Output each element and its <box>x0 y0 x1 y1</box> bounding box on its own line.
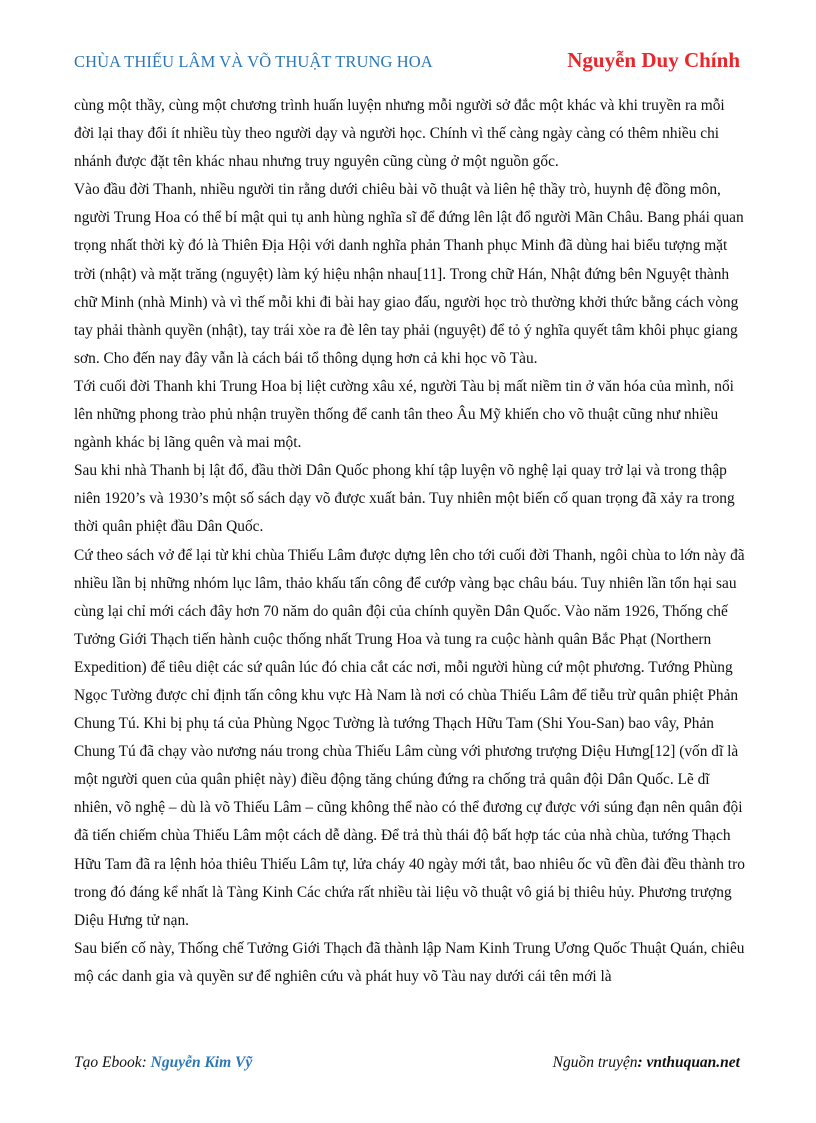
body-text <box>74 92 746 991</box>
ebook-credit <box>74 1054 252 1072</box>
source-credit <box>553 1054 740 1072</box>
paragraph: Sau biến cố này, Thống chế Tưởng Giới Thạch đã thành lập Nam Kinh Trung Ương Quốc Thuật Quán, chiêu mộ các danh gia và quyền sư để nghiên cứu và phát huy võ Tàu nay dưới cái tên mới là <box>74 939 745 985</box>
source-site: vnthuquan.net <box>646 1054 740 1071</box>
source-separator: : <box>637 1054 647 1071</box>
book-title: CHÙA THIẾU LÂM VÀ VÕ THUẬT TRUNG HOA <box>74 52 433 71</box>
paragraph: Tới cuối đời Thanh khi Trung Hoa bị liệt cường xâu xé, người Tàu bị mất niềm tin ở văn hóa của mình, nổi lên những phong trào phủ nhận truyền thống để canh tân theo Âu Mỹ khiến cho võ thuật cũng như nhiều ngành khác bị lãng quên và mai một. <box>74 377 734 452</box>
page-footer <box>74 1054 740 1078</box>
page-header <box>74 48 740 76</box>
ebook-label: Tạo Ebook <box>74 1054 142 1071</box>
paragraph: Sau khi nhà Thanh bị lật đổ, đầu thời Dân Quốc phong khí tập luyện võ nghệ lại quay trở lại và trong thập niên 1920’s và 1930’s một số sách dạy võ được xuất bản. Tuy nhiên một biến cố quan trọng đã xảy ra trong thời quân phiệt đầu Dân Quốc. <box>74 462 735 536</box>
paragraph: Vào đầu đời Thanh, nhiều người tin rằng dưới chiêu bài võ thuật và liên hệ thầy trò, huynh đệ đồng môn, người Trung Hoa có thể bí mật qui tụ anh hùng nghĩa sĩ để đứng lên lật đổ người Mãn Châu. Bang phái quan trọng nhất thời kỳ đó là Thiên Địa Hội với danh nghĩa phản Thanh phục Minh đã dùng hai biểu tượng mặt trời (nhật) và mặt trăng (nguyệt) làm ký hiệu nhận nhau[11]. Trong chữ Hán, Nhật đứng bên Nguyệt thành chữ Minh (nhà Minh) và vì thế mỗi khi đi bài hay giao đấu, người học trò thường khởi thức bằng cách vòng tay phải thành quyền (nhật), tay trái xòe ra đè lên tay phải (nguyệt) để tỏ ý nghĩa quyết tâm khôi phục giang sơn. Cho đến nay đây vẫn là cách bái tổ thông dụng hơn cả khi học võ Tàu. <box>74 181 744 367</box>
source-label: Nguồn truyện <box>552 1054 638 1071</box>
paragraph: Cứ theo sách vở để lại từ khi chùa Thiếu Lâm được dựng lên cho tới cuối đời Thanh, ngôi chùa to lớn này đã nhiều lần bị những nhóm lục lâm, thảo khấu tấn công để cướp vàng bạc châu báu. Tuy nhiên lần tổn hại sau cùng lại chỉ mới cách đây hơn 70 năm do quân đội của chính quyền Dân Quốc. Vào năm 1926, Thống chế Tưởng Giới Thạch tiến hành cuộc thống nhất Trung Hoa và tung ra cuộc hành quân Bắc Phạt (Northern Expedition) để tiêu diệt các sứ quân lúc đó chia cắt các nơi, mỗi người hùng cứ một phương. Tướng Phùng Ngọc Tường được chỉ định tấn công khu vực Hà Nam là nơi có chùa Thiếu Lâm để tiễu trừ quân phiệt Phản Chung Tú. Khi bị phụ tá của Phùng Ngọc Tường là tướng Thạch Hữu Tam (Shi You-San) bao vây, Phản Chung Tú đã chạy vào nương náu trong chùa Thiếu Lâm cùng với phương trượng Diệu Hưng[12] (vốn dĩ là một người quen của quân phiệt này) điều động tăng chúng đứng ra chống trả quân đội Dân Quốc. Lẽ dĩ nhiên, võ nghệ – dù là võ Thiếu Lâm – cũng không thể nào có thể đương cự được với súng đạn nên quân đội đã tiến chiếm chùa Thiếu Lâm một cách dễ dàng. Để trả thù thái độ bất hợp tác của nhà chùa, tướng Thạch Hữu Tam đã ra lệnh hỏa thiêu Thiếu Lâm tự, lửa cháy 40 ngày mới tắt, bao nhiêu ốc vũ đền đài đều thành tro trong đó đáng kể nhất là Tàng Kinh Các chứa rất nhiều tài liệu võ thuật vô giá bị thiêu hủy. Phương trượng Diệu Hưng tử nạn. <box>74 546 745 929</box>
ebook-creator: Nguyễn Kim Vỹ <box>150 1054 253 1071</box>
paragraph: cùng một thầy, cùng một chương trình huấn luyện nhưng mỗi người sở đắc một khác và khi truyền ra mỗi đời lại thay đổi ít nhiều tùy theo người dạy và người học. Chính vì thế càng ngày càng có thêm nhiều chi nhánh được đặt tên khác nhau nhưng truy nguyên cũng cùng ở một nguồn gốc. <box>74 97 725 171</box>
ebook-separator: : <box>141 1054 151 1071</box>
author-name: Nguyễn Duy Chính <box>567 48 740 72</box>
